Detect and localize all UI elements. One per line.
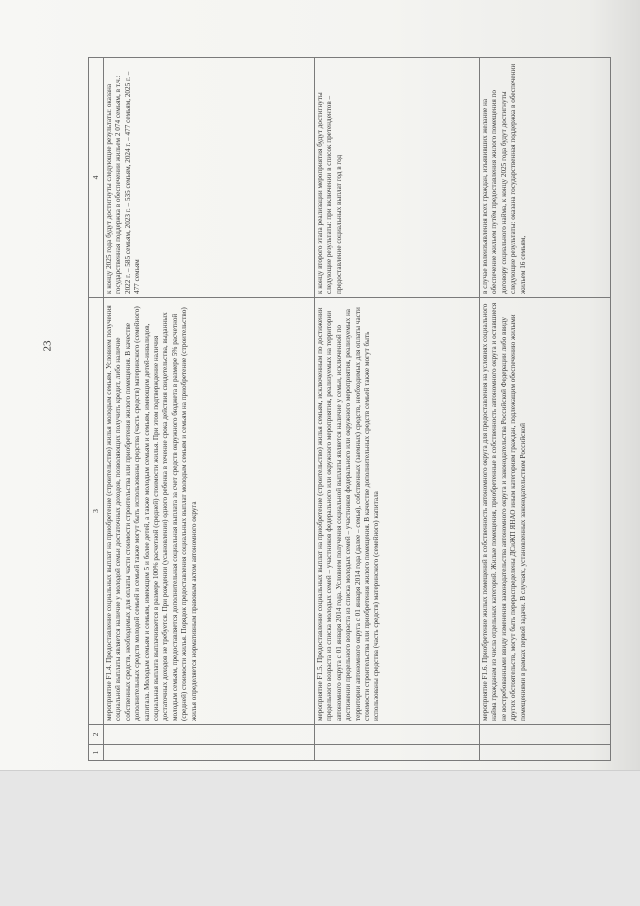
cell-name [480, 725, 611, 745]
header-col-4: 4 [89, 58, 104, 298]
header-col-2: 2 [89, 725, 104, 745]
table-row [315, 58, 480, 761]
cell-measure-description: мероприятие F1.5. Предоставление социальных выплат на приобретение (строительство) жилья семьям, исключенным по достижении предельного возраста из списка молодых семей – участников федерального или окружного мероприятия, реализуемых на территории автономного округа с 01 января 2014 года. Условием получения социальной выплаты является наличие у семьи, исключенной по достижении предельного возраста из списка молодых семей – участников федерального или окружного мероприятия, реализуемых на территории автономного округа с 01 января 2014 года (далее – семья), собственных (заемных) средств, необходимых для оплаты части стоимости строительства или приобретения жилого помещения. В качестве дополнительных средств семьей также могут быть использованы средства (часть средств) материнского (семейного) капитала [315, 298, 480, 725]
table-row [480, 58, 611, 761]
cell-name [104, 725, 315, 745]
cell-measure-description: мероприятие F1.4. Предоставление социальных выплат на приобретение (строительство) жилья молодым семьям. Условием получения социальной выплаты является наличие у молодой семьи достаточных доходов, позволяющих получить кредит, либо наличие собственных средств, необходимых для оплаты части стоимости строительства или приобретения жилого помещения. В качестве дополнительных средств молодой семьей и семьей также могут быть использованы средства (часть средств) материнского (семейного) капитала. Молодым семьям и семьям, имеющим 5 и более детей, а также молодым семьям и семьям, имеющим детей-инвалидов, социальная выплата выплачивается в размере 100% расчетной (средней) стоимости жилья. При этом подтверждение наличия достаточных доходов не требуется. При рождении (усыновлении) одного ребенка в течение срока действия свидетельства, выданных молодым семьям, предоставляется дополнительная социальная выплата за счет средств окружного бюджета в размере 5% расчетной (средней) стоимости жилья. Порядок предоставления социальных выплат молодым семьям и семьям на приобретение (строительство) жилья определяется нормативным правовым актом автономного округа [104, 298, 315, 725]
cell-number [315, 745, 480, 761]
cell-number [104, 745, 315, 761]
measures-table [88, 57, 611, 761]
cell-number [480, 745, 611, 761]
rotated-table-area [88, 58, 616, 761]
cell-expected-results: в случае волеизъявления всех граждан, изъявивших желание на обеспечение жильем путём предоставления жилого помещения по договору социального найма, к концу 2025 года будут достигнуты следующие результаты: оказана государственная поддержка в обеспечении жильем 16 семьям, [480, 58, 611, 298]
page-number: 23 [41, 340, 54, 352]
table-row [104, 58, 315, 761]
cell-expected-results: к концу 2025 года будут достигнуты следующие результаты: оказана государственная поддержка в обеспечении жильем 2 074 семьям, в т.ч.: 2022 г. – 585 семьям, 2023 г. – 535 семьям, 2024 г. – 477 семьям, 2025 г. – 477 семьям [104, 58, 315, 298]
cell-name [315, 725, 480, 745]
scanner-bed [0, 770, 640, 906]
header-col-3: 3 [89, 298, 104, 725]
cell-expected-results: к концу второго этапа реализации мероприятия будут достигнуты следующие результаты: при включении в список претендентов – предоставление социальных выплат год в год [315, 58, 480, 298]
cell-measure-description: мероприятие F1.6. Приобретение жилых помещений в собственность автономного округа для предоставления на условиях социального найма гражданам из числа отдельных категорий. Жилые помещения, приобретенные в собственность автономного округа и оставшиеся не востребованными ввиду изменения законодательства автономного округа и законодательства Российской Федерации либо ввиду других обстоятельств, могут быть перераспределены ДСиЖП ЯНАО иным категориям граждан, подлежащим обеспечению жилыми помещениями в рамках первой задачи. В случаях, установленных законодательством Российской [480, 298, 611, 725]
table-header-row [89, 58, 104, 761]
header-col-1: 1 [89, 745, 104, 761]
